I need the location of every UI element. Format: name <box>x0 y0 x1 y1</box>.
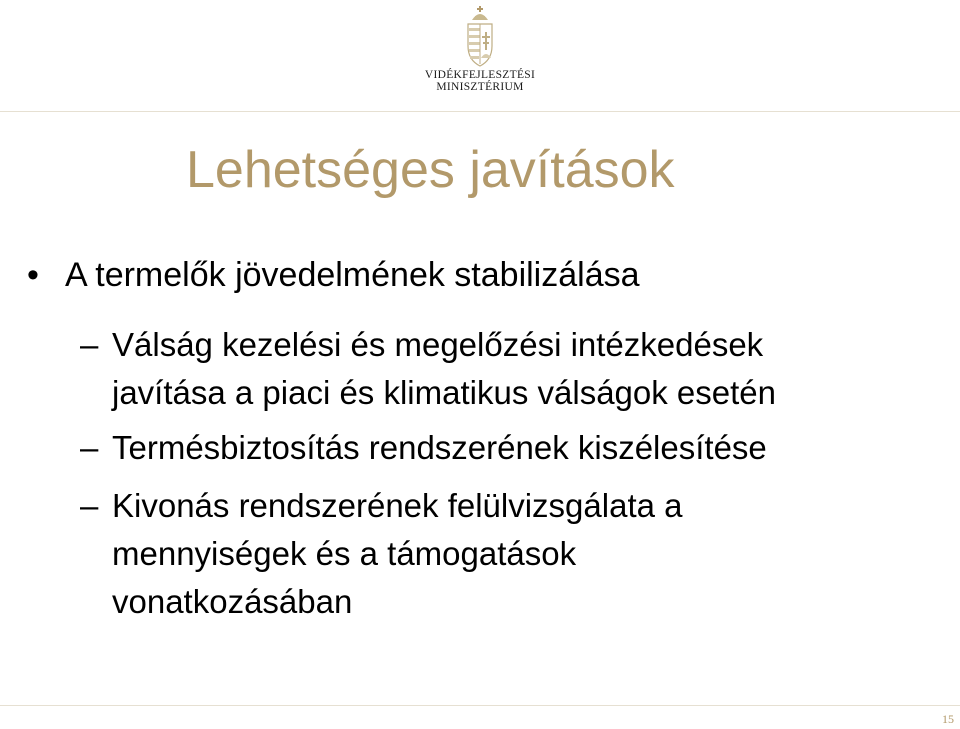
ministry-name <box>400 69 560 93</box>
sub-item-marker: – <box>80 487 99 524</box>
sub-item-text <box>112 321 776 417</box>
ministry-name-line2: MINISZTÉRIUM <box>436 81 524 93</box>
slide-header <box>0 0 960 112</box>
sub-item-text <box>112 482 683 626</box>
sub-item-line: vonatkozásában <box>112 583 353 620</box>
sub-item-text <box>112 424 767 472</box>
bullet-text: A termelők jövedelmének stabilizálása <box>65 256 640 294</box>
header-divider <box>0 111 960 112</box>
footer-divider <box>0 705 960 706</box>
sub-item-line: Válság kezelési és megelőzési intézkedések <box>112 326 764 363</box>
page-number: 15 <box>942 712 954 726</box>
sub-item-line: mennyiségek és a támogatások <box>112 535 577 572</box>
coat-of-arms-icon <box>462 6 498 68</box>
bullet-marker: • <box>27 256 39 294</box>
sub-item-line: javítása a piaci és klimatikus válságok esetén <box>112 374 776 411</box>
sub-item-line: Termésbiztosítás rendszerének kiszélesítése <box>112 429 767 466</box>
slide-title: Lehetséges javítások <box>186 141 675 199</box>
sub-item-marker: – <box>80 429 99 466</box>
sub-item-marker: – <box>80 326 99 363</box>
sub-item-line: Kivonás rendszerének felülvizsgálata a <box>112 487 683 524</box>
ministry-name-line1: VIDÉKFEJLESZTÉSI <box>424 69 536 81</box>
